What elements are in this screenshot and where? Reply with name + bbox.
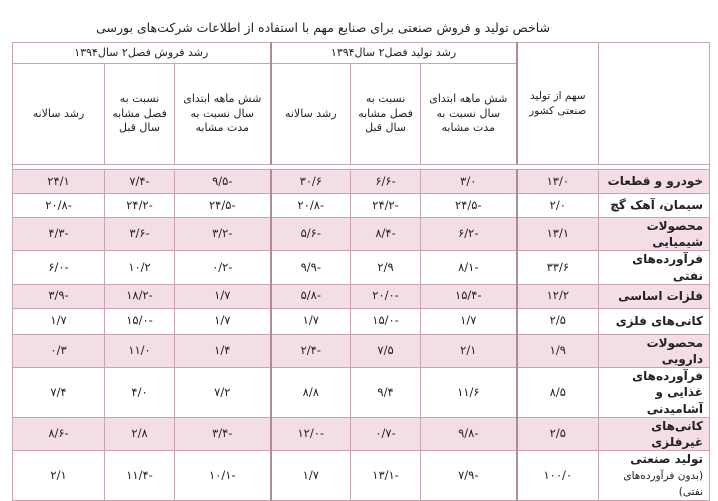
- sales-six-month-cell: ۱/۷: [175, 308, 271, 334]
- name-header: [599, 43, 710, 165]
- sales-annual-cell: ۷/۴: [13, 368, 105, 418]
- sales-six-month-cell: -۲۴/۵: [175, 194, 271, 218]
- prod-same-season-cell: -۲۰/۰: [351, 284, 421, 308]
- industry-label: خودرو و قطعات: [607, 174, 704, 189]
- prod-six-month-cell: -۸/۱: [421, 251, 517, 284]
- industry-label: تولید صنعتی: [630, 452, 704, 467]
- share-cell: ۱۰۰/۰: [517, 451, 599, 501]
- prod-annual-cell: -۱۲/۰: [271, 417, 351, 450]
- table-row: [13, 417, 710, 450]
- sales-annual-cell: ۲۴/۱: [13, 170, 105, 194]
- table-row: [13, 334, 710, 367]
- sales-annual-cell: -۴/۳: [13, 218, 105, 251]
- sales-annual-cell: -۲۰/۸: [13, 194, 105, 218]
- industry-name: [599, 417, 710, 450]
- industry-label: فرآورده‌های نفتی: [632, 252, 704, 283]
- sales-annual-cell: ۲/۱: [13, 451, 105, 501]
- prod-six-month-cell: -۶/۲: [421, 218, 517, 251]
- table-row: [13, 308, 710, 334]
- share-cell: ۱۳/۰: [517, 170, 599, 194]
- industry-name: [599, 284, 710, 308]
- share-cell: ۸/۵: [517, 368, 599, 418]
- industry-name: [599, 218, 710, 251]
- industry-label: محصولات شیمیایی: [646, 219, 704, 250]
- prod-same-season-cell: -۱۵/۰: [351, 308, 421, 334]
- prod-same-season-cell: -۸/۴: [351, 218, 421, 251]
- sales-group-header: رشد فروش فصل۲ سال۱۳۹۴: [13, 43, 271, 64]
- sales-same-season-cell: -۲۴/۲: [105, 194, 175, 218]
- sales-six-month-cell: ۱/۴: [175, 334, 271, 367]
- sales-same-season-cell: ۱۱/۰: [105, 334, 175, 367]
- sales-same-season-cell: -۷/۴: [105, 170, 175, 194]
- prod-annual-cell: ۱/۷: [271, 451, 351, 501]
- sales-same-season-cell: ۴/۰: [105, 368, 175, 418]
- sales-annual-cell: -۶/۰: [13, 251, 105, 284]
- prod-six-month-cell: ۱۱/۶: [421, 368, 517, 418]
- share-header: سهم از تولید صنعتی کشور: [517, 43, 599, 165]
- prod-same-season-cell: ۹/۴: [351, 368, 421, 418]
- industry-table: [12, 42, 710, 501]
- sales-same-season-cell: -۱۸/۲: [105, 284, 175, 308]
- industry-name: [599, 308, 710, 334]
- table-row: [13, 218, 710, 251]
- prod-six-month-cell: ۲/۱: [421, 334, 517, 367]
- prod-annual-cell: -۵/۸: [271, 284, 351, 308]
- industry-name: [599, 251, 710, 284]
- prod-six-month-cell: -۱۵/۴: [421, 284, 517, 308]
- table-row: [13, 251, 710, 284]
- sales-six-month-cell: -۳/۴: [175, 417, 271, 450]
- industry-label: کانی‌های غیرفلزی: [651, 418, 704, 449]
- sales-annual-cell: -۸/۶: [13, 417, 105, 450]
- share-cell: ۲/۵: [517, 308, 599, 334]
- sales-annual-cell: ۰/۳: [13, 334, 105, 367]
- prod-same-season-cell: -۲۴/۲: [351, 194, 421, 218]
- industry-name: [599, 334, 710, 367]
- table-row: [13, 368, 710, 418]
- sales-six-month-cell: -۱۰/۱: [175, 451, 271, 501]
- sales-six-month-cell: ۷/۲: [175, 368, 271, 418]
- prod-six-month-cell: -۷/۹: [421, 451, 517, 501]
- sales-same-season-cell: ۱۰/۲: [105, 251, 175, 284]
- prod-same-season-cell: -۱۳/۱: [351, 451, 421, 501]
- industry-name: [599, 194, 710, 218]
- sales-six-month-cell: -۹/۵: [175, 170, 271, 194]
- prod-six-month-cell: -۹/۸: [421, 417, 517, 450]
- p-annual-header: رشد سالانه: [271, 64, 351, 165]
- prod-six-month-cell: ۳/۰: [421, 170, 517, 194]
- share-cell: ۱/۹: [517, 334, 599, 367]
- s-six-header: شش ماهه ابتدای سال نسبت به مدت مشابه: [175, 64, 271, 165]
- p-season-header: نسبت به فصل مشابه سال قبل: [351, 64, 421, 165]
- share-cell: ۳۳/۶: [517, 251, 599, 284]
- table-row: [13, 194, 710, 218]
- prod-same-season-cell: -۰/۷: [351, 417, 421, 450]
- sales-six-month-cell: -۳/۲: [175, 218, 271, 251]
- prod-annual-cell: -۵/۶: [271, 218, 351, 251]
- table-row: [13, 284, 710, 308]
- prod-annual-cell: -۹/۹: [271, 251, 351, 284]
- prod-annual-cell: -۲۰/۸: [271, 194, 351, 218]
- sales-same-season-cell: ۲/۸: [105, 417, 175, 450]
- table-row: [13, 451, 710, 501]
- industry-note: (بدون فرآورده‌های نفتی): [623, 470, 704, 499]
- table-row: [13, 170, 710, 194]
- share-cell: ۱۳/۱: [517, 218, 599, 251]
- sales-annual-cell: -۳/۹: [13, 284, 105, 308]
- industry-label: فرآورده‌های غذایی و آشامیدنی: [632, 369, 704, 416]
- sales-same-season-cell: -۱۵/۰: [105, 308, 175, 334]
- prod-six-month-cell: ۱/۷: [421, 308, 517, 334]
- p-six-header: شش ماهه ابتدای سال نسبت به مدت مشابه: [421, 64, 517, 165]
- prod-same-season-cell: ۲/۹: [351, 251, 421, 284]
- industry-label: محصولات دارویی: [646, 335, 704, 366]
- sales-six-month-cell: -۰/۲: [175, 251, 271, 284]
- prod-annual-cell: ۸/۸: [271, 368, 351, 418]
- prod-six-month-cell: -۲۴/۵: [421, 194, 517, 218]
- share-cell: ۲/۵: [517, 417, 599, 450]
- industry-name: [599, 451, 710, 501]
- sales-six-month-cell: ۱/۷: [175, 284, 271, 308]
- share-cell: ۱۲/۲: [517, 284, 599, 308]
- prod-annual-cell: -۲/۴: [271, 334, 351, 367]
- sales-same-season-cell: -۳/۶: [105, 218, 175, 251]
- prod-annual-cell: ۱/۷: [271, 308, 351, 334]
- prod-annual-cell: ۳۰/۶: [271, 170, 351, 194]
- production-group-header: رشد تولید فصل۲ سال۱۳۹۴: [271, 43, 517, 64]
- page-title: شاخص تولید و فروش صنعتی برای صنایع مهم با استفاده از اطلاعات شرکت‌های بورسی: [96, 20, 550, 35]
- sales-same-season-cell: -۱۱/۴: [105, 451, 175, 501]
- s-season-header: نسبت به فصل مشابه سال قبل: [105, 64, 175, 165]
- sales-annual-cell: ۱/۷: [13, 308, 105, 334]
- prod-same-season-cell: -۶/۶: [351, 170, 421, 194]
- industry-name: [599, 368, 710, 418]
- industry-label: کانی‌های فلزی: [615, 314, 704, 329]
- industry-name: [599, 170, 710, 194]
- industry-label: فلزات اساسی: [618, 289, 704, 304]
- industry-label: سیمان، آهک گچ: [610, 198, 704, 213]
- prod-same-season-cell: ۷/۵: [351, 334, 421, 367]
- share-cell: ۲/۰: [517, 194, 599, 218]
- s-annual-header: رشد سالانه: [13, 64, 105, 165]
